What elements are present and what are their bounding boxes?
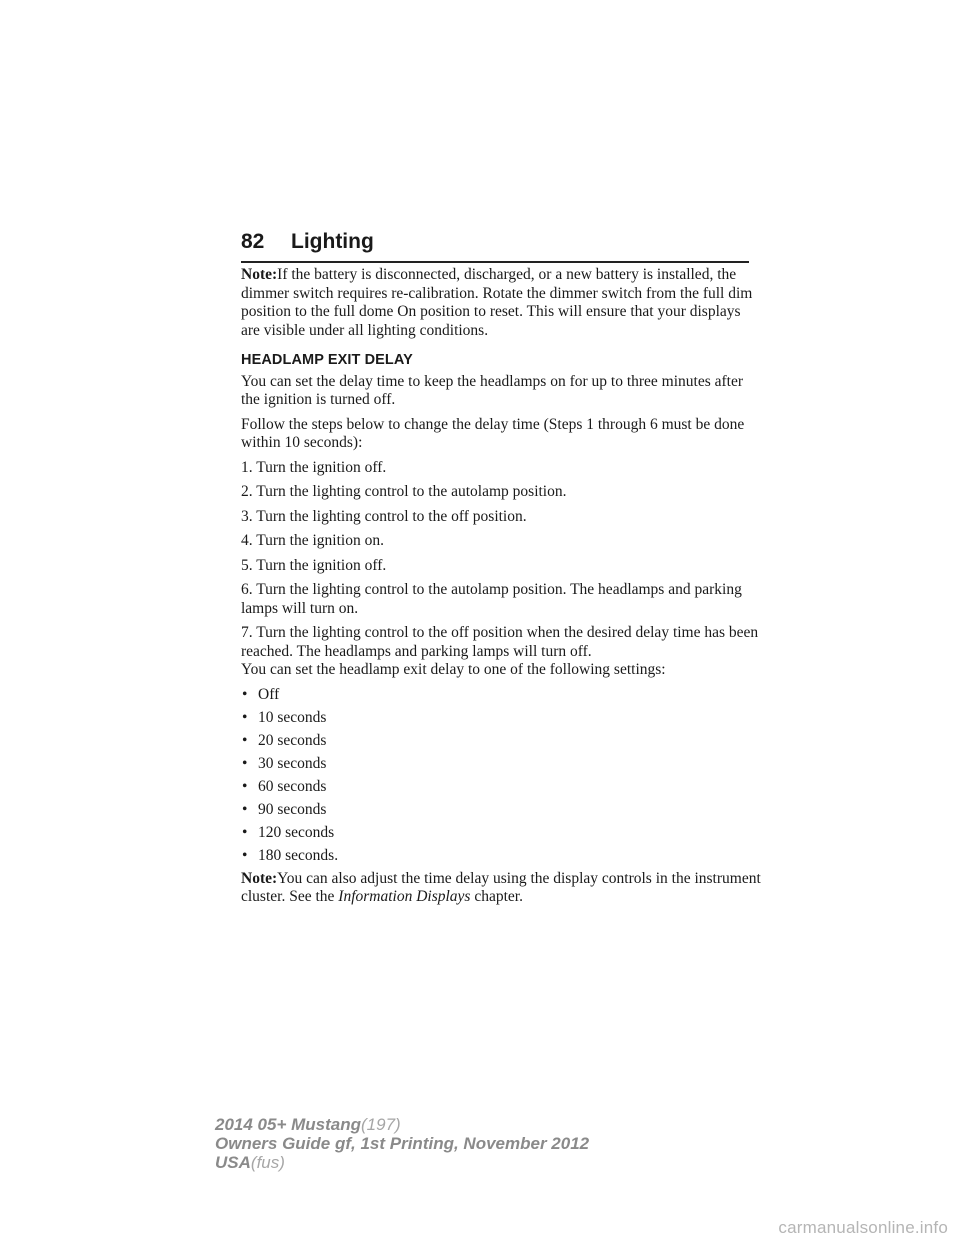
footer-market-code: (fus) [250, 1153, 285, 1172]
step-2: 2. Turn the lighting control to the autolamp position. [241, 483, 567, 500]
section-heading: HEADLAMP EXIT DELAY [241, 352, 413, 368]
note-label: Note: [241, 869, 278, 887]
print-footer [215, 1115, 589, 1172]
footer-market: USA [215, 1153, 251, 1172]
page-number: 82 [241, 230, 265, 253]
list-item: • 90 seconds [242, 800, 327, 818]
note-text: If the battery is disconnected, discharged, or a new battery is installed, the dimmer switch requires re-calibration. Rotate the dimmer switch from the full dim position to the full dome On position to reset. This will ensure that your displays are visible under all lighting conditions. [241, 266, 753, 339]
bullet-icon: • [242, 731, 248, 749]
bullet-icon: • [242, 777, 248, 795]
footer-model: 2014 05+ Mustang [215, 1115, 361, 1134]
list-item: • 20 seconds [242, 731, 327, 749]
list-item: • 60 seconds [242, 777, 327, 795]
list-item: • 120 seconds [242, 823, 335, 841]
step-1: 1. Turn the ignition off. [241, 458, 387, 476]
list-item: • 10 seconds [242, 708, 327, 726]
page-header [241, 228, 749, 263]
settings-list [241, 686, 761, 866]
bullet-icon: • [242, 685, 248, 703]
intro-paragraph: You can set the delay time to keep the headlamps on for up to three minutes after the ignition is turned off. [241, 372, 744, 408]
footer-printing: Owners Guide gf, 1st Printing, November 2012 [215, 1134, 590, 1153]
note-text-end: chapter. [474, 888, 523, 905]
step-3: 3. Turn the lighting control to the off position. [241, 507, 527, 525]
bullet-icon: • [242, 800, 248, 818]
watermark: carmanualsonline.info [778, 1218, 948, 1237]
step-5: 5. Turn the ignition off. [241, 556, 387, 574]
chapter-reference: Information Displays [338, 888, 471, 905]
bullet-icon: • [242, 846, 248, 864]
list-item: • Off [242, 685, 280, 703]
steps-intro-paragraph: Follow the steps below to change the delay time (Steps 1 through 6 must be done within 10 seconds): [241, 415, 745, 451]
settings-intro: You can set the headlamp exit delay to one of the following settings: [241, 661, 666, 678]
bullet-icon: • [242, 823, 248, 841]
step-7: 7. Turn the lighting control to the off position when the desired delay time has been reached. The headlamps and parking lamps will turn off. [241, 624, 759, 660]
step-6: 6. Turn the lighting control to the autolamp position. The headlamps and parking lamps will turn on. [241, 581, 742, 617]
note-label: Note: [241, 266, 278, 283]
bullet-icon: • [242, 754, 248, 772]
note-text: You can also adjust the time delay using the display controls in the instrument cluster. See the [241, 869, 761, 905]
section-title: Lighting [291, 230, 374, 253]
footer-page-code: (197) [361, 1115, 401, 1134]
bullet-icon: • [242, 708, 248, 726]
step-4: 4. Turn the ignition on. [241, 532, 384, 549]
list-item: • 180 seconds. [242, 846, 339, 864]
page-content [241, 266, 761, 913]
list-item: • 30 seconds [242, 754, 327, 772]
note-display-controls [241, 870, 761, 907]
note-battery [241, 266, 761, 340]
